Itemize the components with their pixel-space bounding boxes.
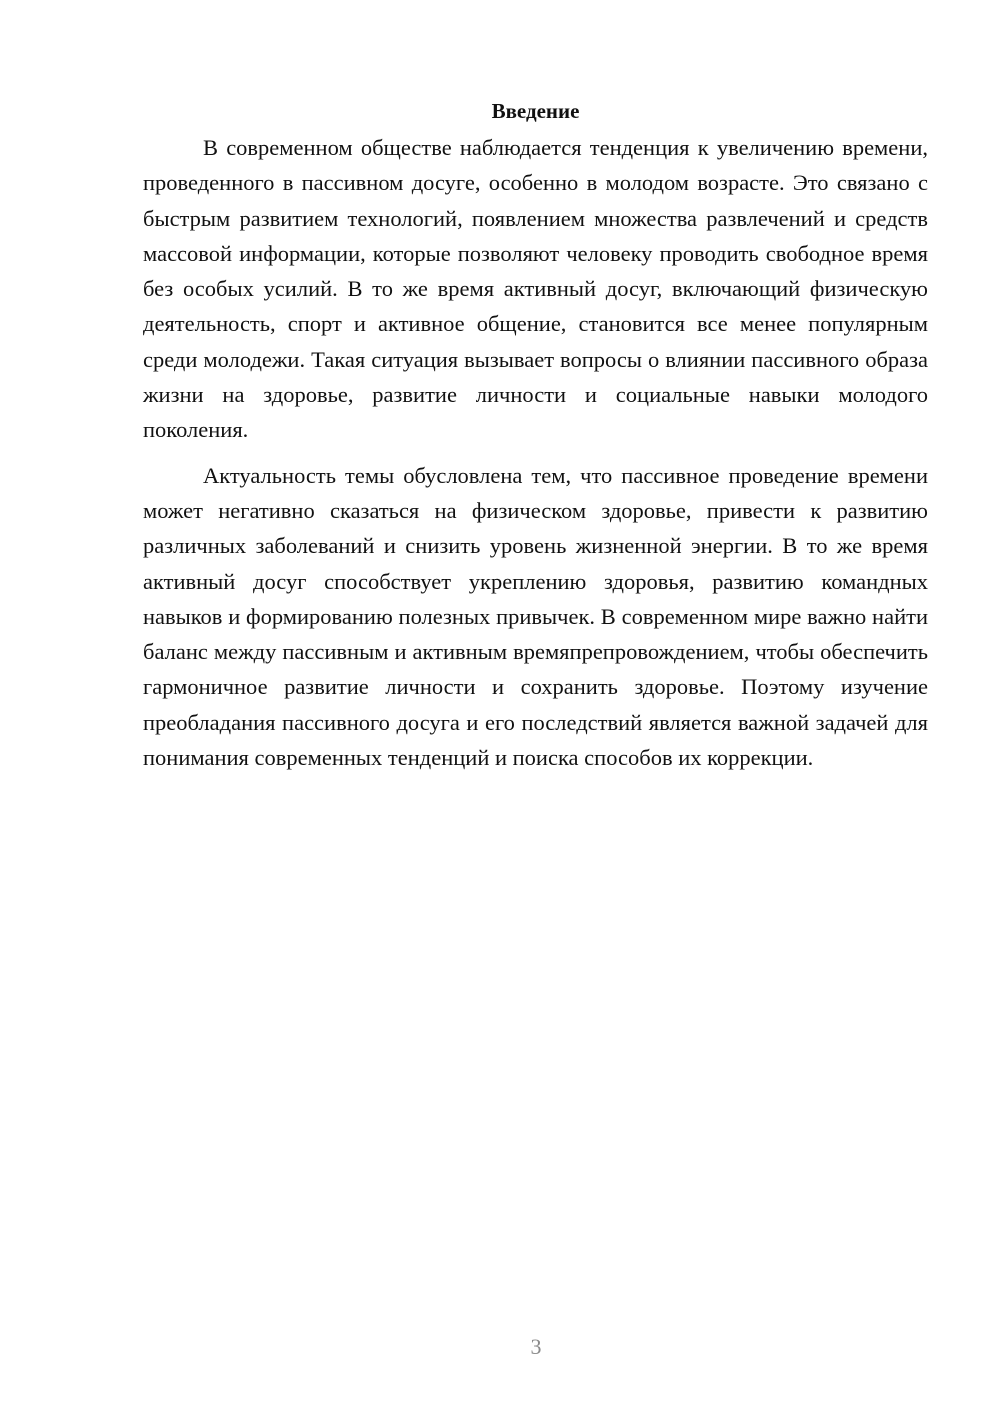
paragraph-introduction: В современном обществе наблюдается тенденция к увеличению времени, проведенного в пассивном досуге, особенно в молодом возрасте. Это связано с быстрым развитием технологий, появлением множества развлечений и средств массовой информации, которые позволяют человеку проводить свободное время без особых усилий. В то же время активный досуг, включающий физическую деятельность, спорт и активное общение, становится все менее популярным среди молодежи. Такая ситуация вызывает вопросы о влиянии пассивного образа жизни на здоровье, развитие личности и социальные навыки молодого поколения. — [143, 135, 928, 443]
section-heading: Введение — [491, 99, 580, 123]
page-number: 3 — [530, 1334, 542, 1359]
page-content — [143, 96, 928, 775]
paragraph-relevance: Актуальность темы обусловлена тем, что пассивное проведение времени может негативно сказаться на физическом здоровье, привести к развитию различных заболеваний и снизить уровень жизненной энергии. В то же время активный досуг способствует укреплению здоровья, развитию командных навыков и формированию полезных привычек. В современном мире важно найти баланс между пассивным и активным времяпрепровождением, чтобы обеспечить гармоничное развитие личности и сохранить здоровье. Поэтому изучение преобладания пассивного досуга и его последствий является важной задачей для понимания современных тенденций и поиска способов их коррекции. — [143, 462, 928, 771]
